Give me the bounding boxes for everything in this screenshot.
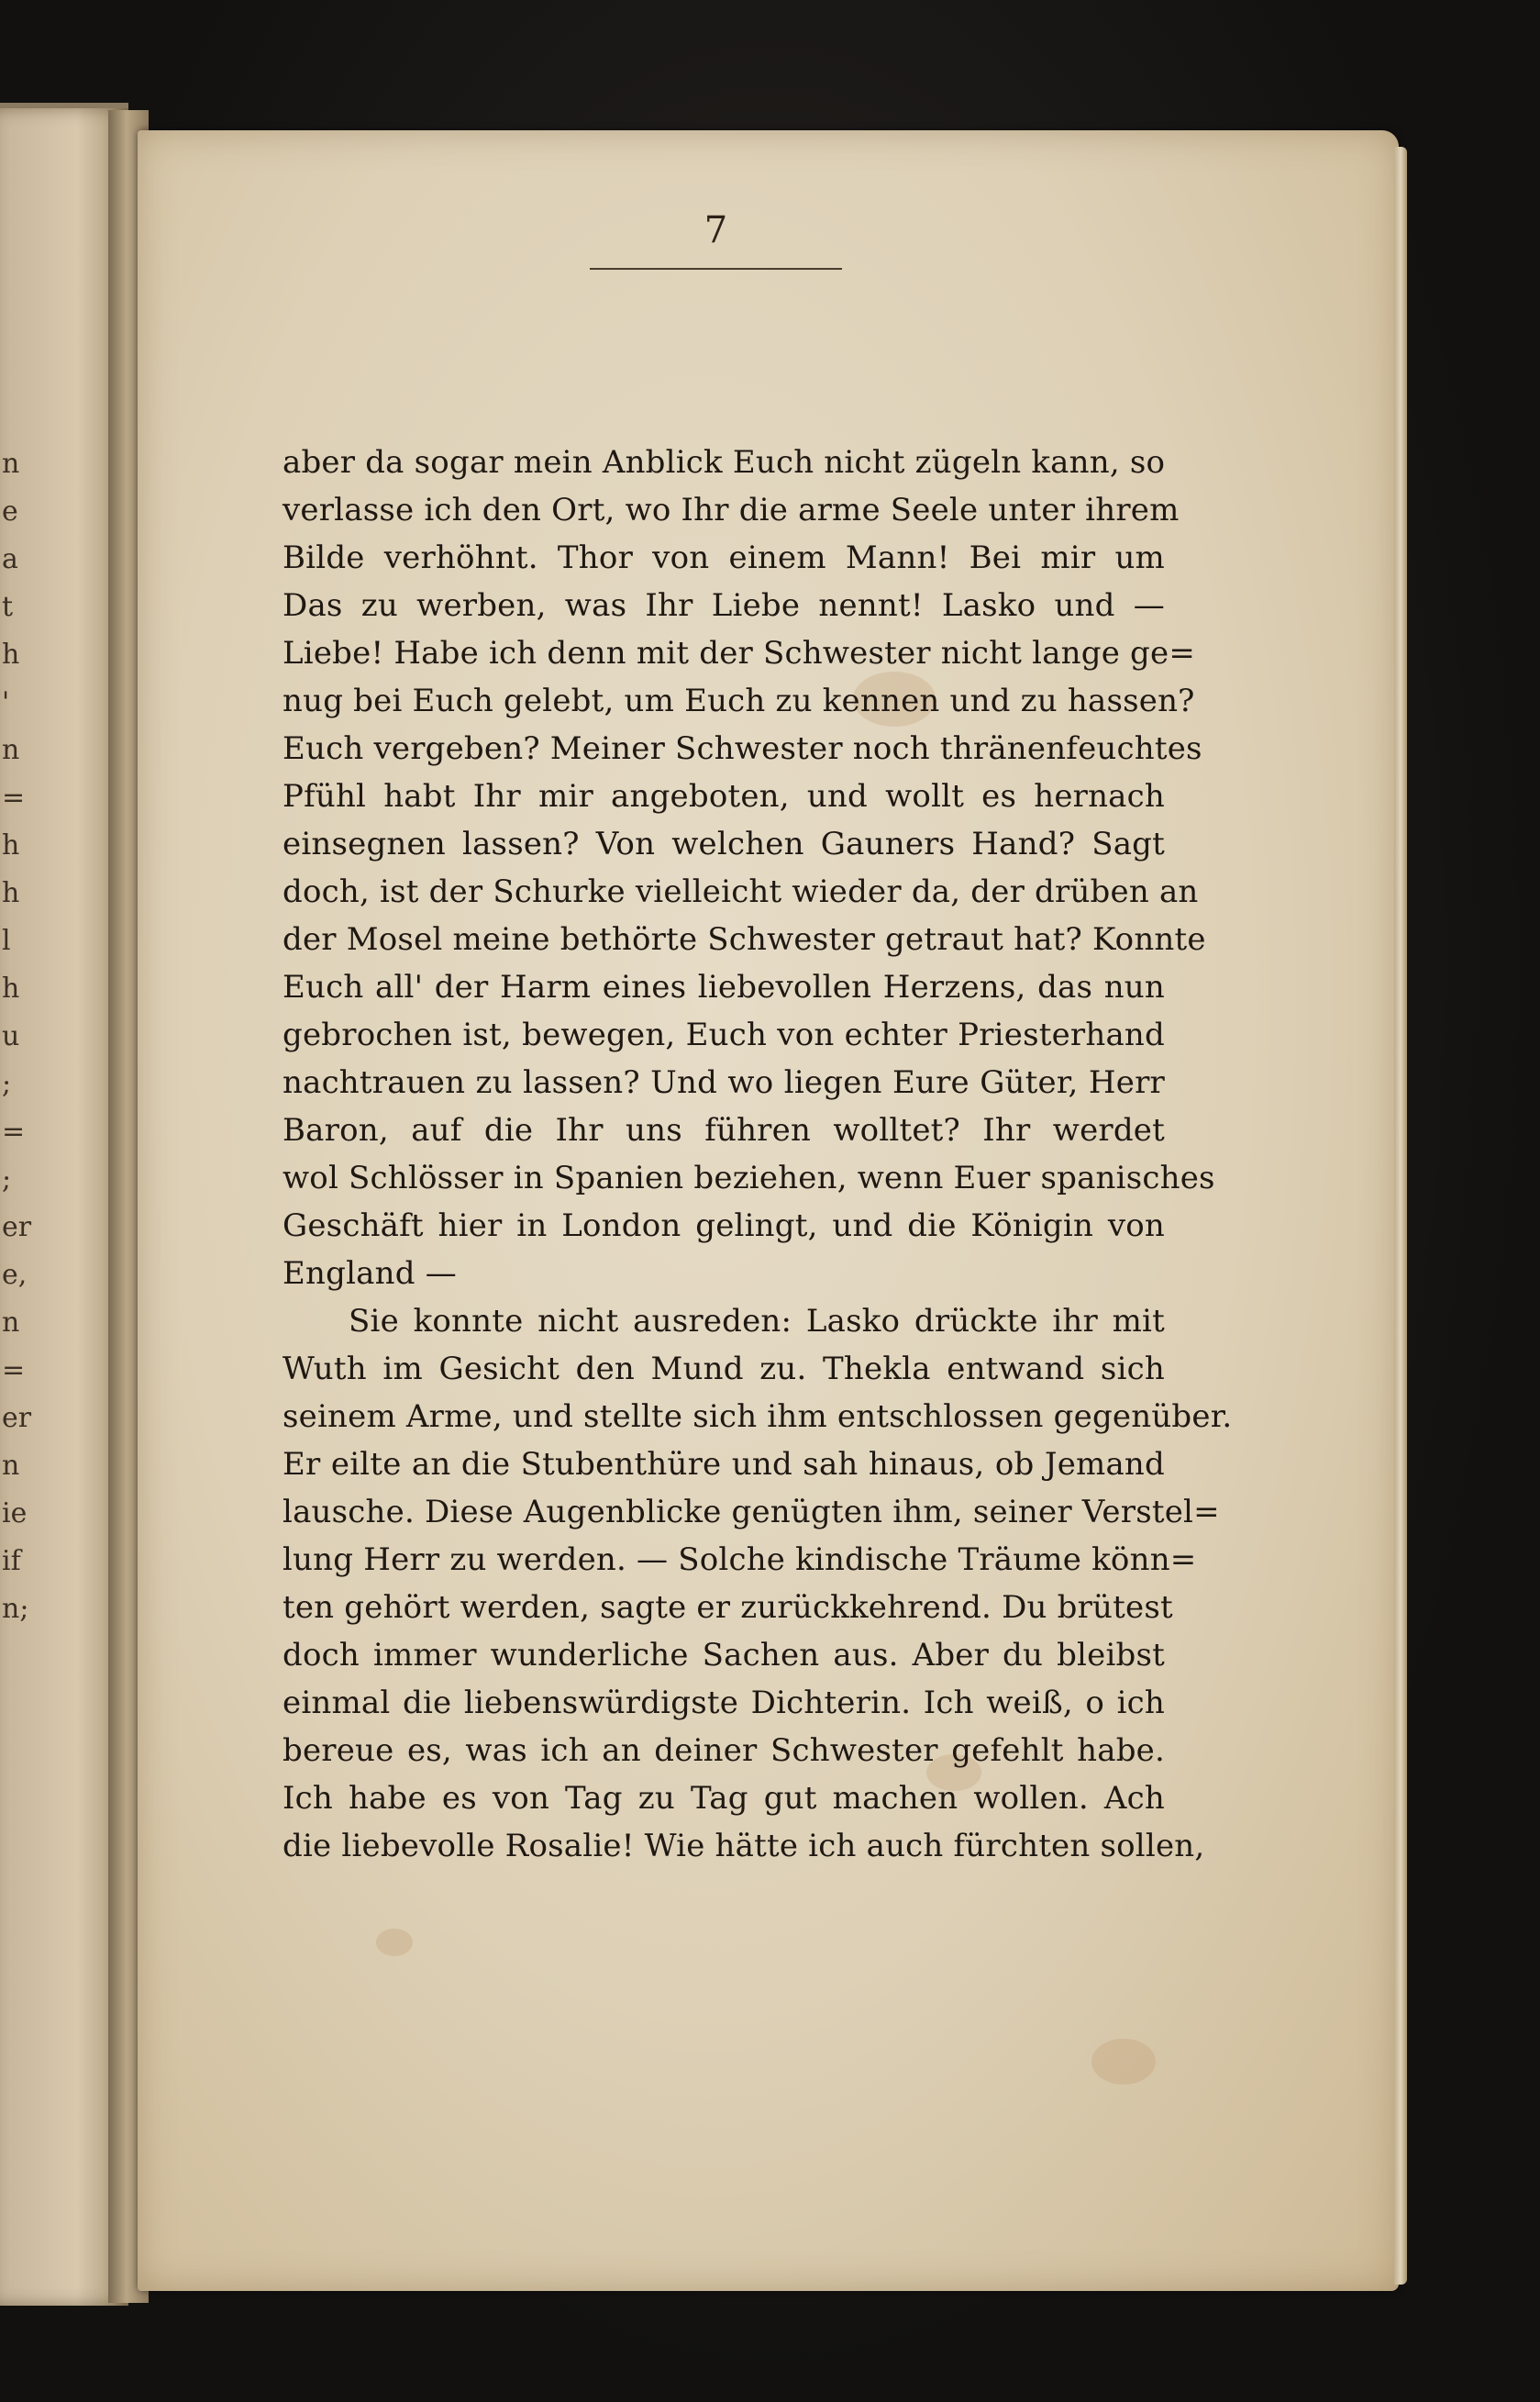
left-page-fragment: l bbox=[2, 925, 11, 957]
text-line: doch, ist der Schurke vielleicht wieder da, der drüben an bbox=[283, 873, 1199, 910]
text-line: England — bbox=[283, 1255, 457, 1292]
text-line: ten gehört werden, sagte er zurückkehrend. Du brütest bbox=[283, 1589, 1173, 1626]
left-page-fragment: n bbox=[2, 1450, 20, 1482]
text-line: gebrochen ist, bewegen, Euch von echter Priesterhand bbox=[283, 1017, 1165, 1053]
text-line: aber da sogar mein Anblick Euch nicht zügeln kann, so bbox=[283, 444, 1166, 481]
text-line: Ich habe es von Tag zu Tag gut machen wollen. Ach bbox=[283, 1780, 1165, 1817]
body-text bbox=[283, 439, 1233, 1870]
text-line: Pfühl habt Ihr mir angeboten, und wollt es hernach bbox=[283, 778, 1165, 815]
left-page-fragment: e, bbox=[2, 1259, 28, 1291]
left-page-fragment: e bbox=[2, 495, 18, 528]
left-page-fragment: n bbox=[2, 734, 20, 766]
text-line: lausche. Diese Augenblicke genügten ihm, seiner Verstel= bbox=[283, 1494, 1220, 1530]
text-line: doch immer wunderliche Sachen aus. Aber du bleibst bbox=[283, 1637, 1165, 1674]
header-rule bbox=[590, 268, 842, 270]
text-line: Er eilte an die Stubenthüre und sah hinaus, ob Jemand bbox=[283, 1446, 1165, 1483]
text-line: die liebevolle Rosalie! Wie hätte ich auch fürchten sollen, bbox=[283, 1828, 1205, 1864]
text-line: Sie konnte nicht ausreden: Lasko drückte ihr mit bbox=[349, 1303, 1165, 1340]
left-page-fragment: ' bbox=[2, 686, 10, 718]
text-line: Das zu werben, was Ihr Liebe nennt! Lasko und — bbox=[283, 587, 1165, 624]
left-page-fragment: n; bbox=[2, 1593, 29, 1625]
text-line: Euch vergeben? Meiner Schwester noch thränenfeuchtes bbox=[283, 730, 1202, 767]
left-page-fragment: h bbox=[2, 829, 20, 862]
page-number: 7 bbox=[704, 209, 728, 251]
text-line: seinem Arme, und stellte sich ihm entschlossen gegenüber. bbox=[283, 1398, 1233, 1435]
left-page-fragment: = bbox=[2, 1354, 26, 1386]
text-line: nachtrauen zu lassen? Und wo liegen Eure Güter, Herr bbox=[283, 1064, 1165, 1101]
text-line: nug bei Euch gelebt, um Euch zu kennen und zu hassen? bbox=[283, 683, 1195, 719]
text-line: lung Herr zu werden. — Solche kindische Träume könn= bbox=[283, 1541, 1197, 1578]
left-page-fragment: u bbox=[2, 1020, 20, 1052]
text-line: einsegnen lassen? Von welchen Gauners Hand? Sagt bbox=[283, 826, 1165, 862]
text-line: Baron, auf die Ihr uns führen wolltet? Ihr werdet bbox=[283, 1112, 1165, 1149]
text-line: einmal die liebenswürdigste Dichterin. Ich weiß, o ich bbox=[283, 1685, 1165, 1721]
left-page-fragment: if bbox=[2, 1545, 21, 1577]
left-page-fragment: = bbox=[2, 1116, 26, 1148]
text-line: Liebe! Habe ich denn mit der Schwester nicht lange ge= bbox=[283, 635, 1196, 672]
foxing-stain bbox=[376, 1929, 413, 1956]
text-line: der Mosel meine bethörte Schwester getraut hat? Konnte bbox=[283, 921, 1206, 958]
left-page-fragment: ; bbox=[2, 1068, 12, 1100]
left-page-fragment: h bbox=[2, 973, 20, 1005]
left-page-fragment: t bbox=[2, 591, 14, 623]
left-page-fragment: ie bbox=[2, 1497, 28, 1529]
left-page-fragment: ; bbox=[2, 1163, 12, 1195]
text-line: Wuth im Gesicht den Mund zu. Thekla entwand sich bbox=[283, 1351, 1165, 1387]
text-line: bereue es, was ich an deiner Schwester gefehlt habe. bbox=[283, 1732, 1165, 1769]
left-page-fragment: n bbox=[2, 448, 20, 480]
left-page-fragment: er bbox=[2, 1402, 32, 1434]
text-line: wol Schlösser in Spanien beziehen, wenn Euer spanisches bbox=[283, 1160, 1215, 1196]
left-page-fragment: h bbox=[2, 639, 20, 671]
text-line: Euch all' der Harm eines liebevollen Herzens, das nun bbox=[283, 969, 1165, 1006]
text-line: verlasse ich den Ort, wo Ihr die arme Seele unter ihrem bbox=[283, 492, 1180, 528]
page-edge bbox=[1394, 147, 1407, 2285]
text-line: Geschäft hier in London gelingt, und die Königin von bbox=[283, 1207, 1165, 1244]
left-page-fragment: a bbox=[2, 543, 18, 575]
left-page-fragment: = bbox=[2, 782, 26, 814]
foxing-stain bbox=[1091, 2039, 1156, 2085]
left-page-fragment: n bbox=[2, 1307, 20, 1339]
left-page-fragment: h bbox=[2, 877, 20, 909]
left-page-fragment: er bbox=[2, 1211, 32, 1243]
text-line: Bilde verhöhnt. Thor von einem Mann! Bei mir um bbox=[283, 539, 1165, 576]
